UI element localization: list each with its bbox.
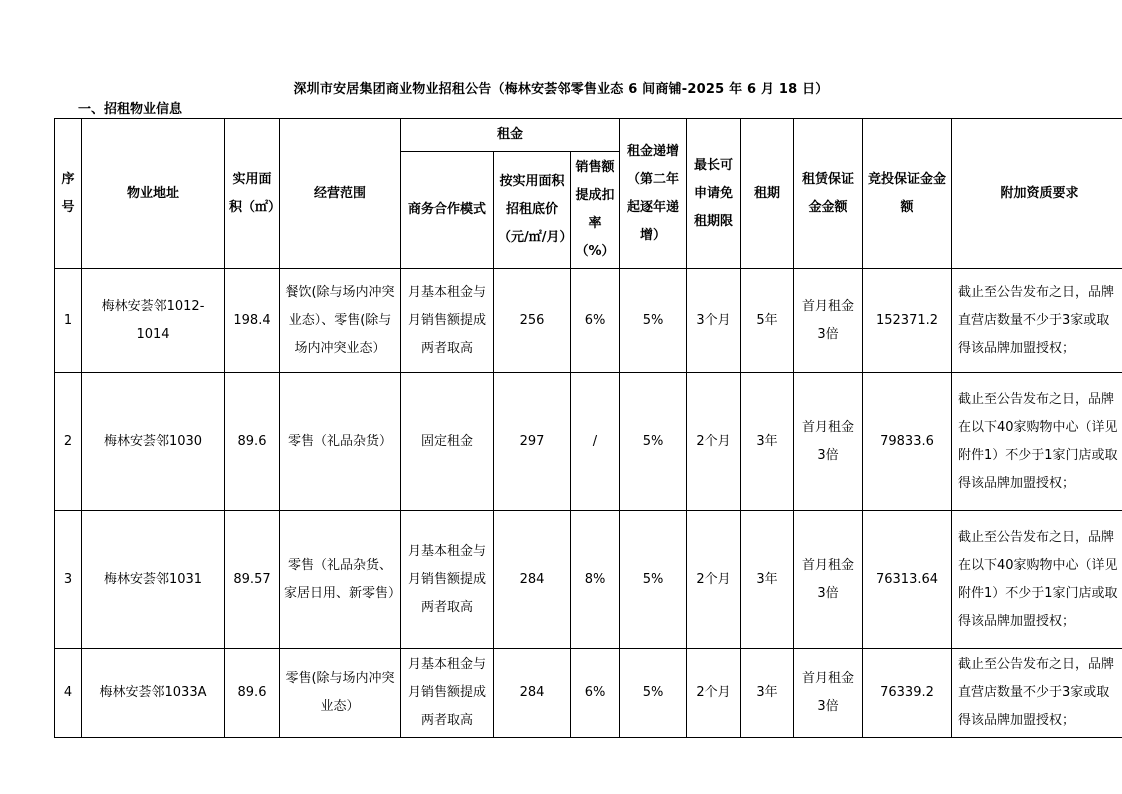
header-deposit: 租赁保证金金额 (794, 119, 863, 269)
cell-increase: 5% (620, 649, 687, 738)
cell-rent-free: 2个月 (687, 649, 741, 738)
cell-deposit: 首月租金3倍 (794, 373, 863, 511)
cell-increase: 5% (620, 269, 687, 373)
table-row (55, 649, 1122, 738)
cell-address: 梅林安荟邻1031 (82, 511, 225, 649)
cell-area: 89.6 (225, 649, 280, 738)
cell-coop-mode: 固定租金 (401, 373, 494, 511)
header-term: 租期 (741, 119, 794, 269)
cell-term: 5年 (741, 269, 794, 373)
cell-unit-price: 284 (494, 511, 571, 649)
cell-rent-free: 2个月 (687, 373, 741, 511)
header-unit-price: 按实用面积招租底价（元/㎡/月） (494, 152, 571, 269)
cell-seq: 4 (55, 649, 82, 738)
cell-commission: 6% (571, 649, 620, 738)
header-commission: 销售额提成扣率（%） (571, 152, 620, 269)
cell-address: 梅林安荟邻1030 (82, 373, 225, 511)
section-heading: 一、招租物业信息 (78, 102, 183, 117)
table-row (55, 269, 1122, 373)
cell-area: 198.4 (225, 269, 280, 373)
header-area: 实用面积（㎡） (225, 119, 280, 269)
cell-coop-mode: 月基本租金与月销售额提成两者取高 (401, 269, 494, 373)
cell-unit-price: 256 (494, 269, 571, 373)
cell-scope: 零售(除与场内冲突业态） (280, 649, 401, 738)
header-increase: 租金递增（第二年起逐年递增） (620, 119, 687, 269)
header-rent-group: 租金 (401, 119, 620, 152)
header-bid-deposit: 竞投保证金金额 (863, 119, 952, 269)
property-table (54, 118, 1122, 738)
cell-term: 3年 (741, 511, 794, 649)
cell-scope: 餐饮(除与场内冲突业态）、零售(除与场内冲突业态） (280, 269, 401, 373)
cell-unit-price: 284 (494, 649, 571, 738)
cell-rent-free: 3个月 (687, 269, 741, 373)
cell-address: 梅林安荟邻1033A (82, 649, 225, 738)
header-seq: 序号 (55, 119, 82, 269)
cell-seq: 2 (55, 373, 82, 511)
cell-term: 3年 (741, 649, 794, 738)
cell-bid-deposit: 152371.2 (863, 269, 952, 373)
cell-commission: 8% (571, 511, 620, 649)
cell-seq: 3 (55, 511, 82, 649)
cell-area: 89.6 (225, 373, 280, 511)
cell-address: 梅林安荟邻1012-1014 (82, 269, 225, 373)
cell-increase: 5% (620, 373, 687, 511)
header-scope: 经营范围 (280, 119, 401, 269)
table-row (55, 373, 1122, 511)
cell-deposit: 首月租金3倍 (794, 649, 863, 738)
cell-term: 3年 (741, 373, 794, 511)
cell-area: 89.57 (225, 511, 280, 649)
cell-deposit: 首月租金3倍 (794, 511, 863, 649)
cell-increase: 5% (620, 511, 687, 649)
cell-commission: / (571, 373, 620, 511)
table-row (55, 511, 1122, 649)
cell-rent-free: 2个月 (687, 511, 741, 649)
cell-bid-deposit: 76339.2 (863, 649, 952, 738)
cell-bid-deposit: 79833.6 (863, 373, 952, 511)
cell-deposit: 首月租金3倍 (794, 269, 863, 373)
cell-requirements: 截止至公告发布之日，品牌直营店数量不少于3家或取得该品牌加盟授权； (952, 269, 1122, 373)
cell-seq: 1 (55, 269, 82, 373)
document-title: 深圳市安居集团商业物业招租公告（梅林安荟邻零售业态 6 间商铺-2025 年 6 月 18 日） (293, 82, 829, 97)
header-rent-free: 最长可申请免租期限 (687, 119, 741, 269)
header-requirements: 附加资质要求 (952, 119, 1122, 269)
cell-requirements: 截止至公告发布之日，品牌在以下40家购物中心（详见附件1）不少于1家门店或取得该品牌加盟授权； (952, 511, 1122, 649)
cell-requirements: 截止至公告发布之日，品牌直营店数量不少于3家或取得该品牌加盟授权； (952, 649, 1122, 738)
cell-bid-deposit: 76313.64 (863, 511, 952, 649)
cell-scope: 零售（礼品杂货、家居日用、新零售） (280, 511, 401, 649)
cell-requirements: 截止至公告发布之日，品牌在以下40家购物中心（详见附件1）不少于1家门店或取得该品牌加盟授权； (952, 373, 1122, 511)
cell-coop-mode: 月基本租金与月销售额提成两者取高 (401, 511, 494, 649)
cell-scope: 零售（礼品杂货） (280, 373, 401, 511)
cell-coop-mode: 月基本租金与月销售额提成两者取高 (401, 649, 494, 738)
header-address: 物业地址 (82, 119, 225, 269)
cell-commission: 6% (571, 269, 620, 373)
cell-unit-price: 297 (494, 373, 571, 511)
header-coop-mode: 商务合作模式 (401, 152, 494, 269)
